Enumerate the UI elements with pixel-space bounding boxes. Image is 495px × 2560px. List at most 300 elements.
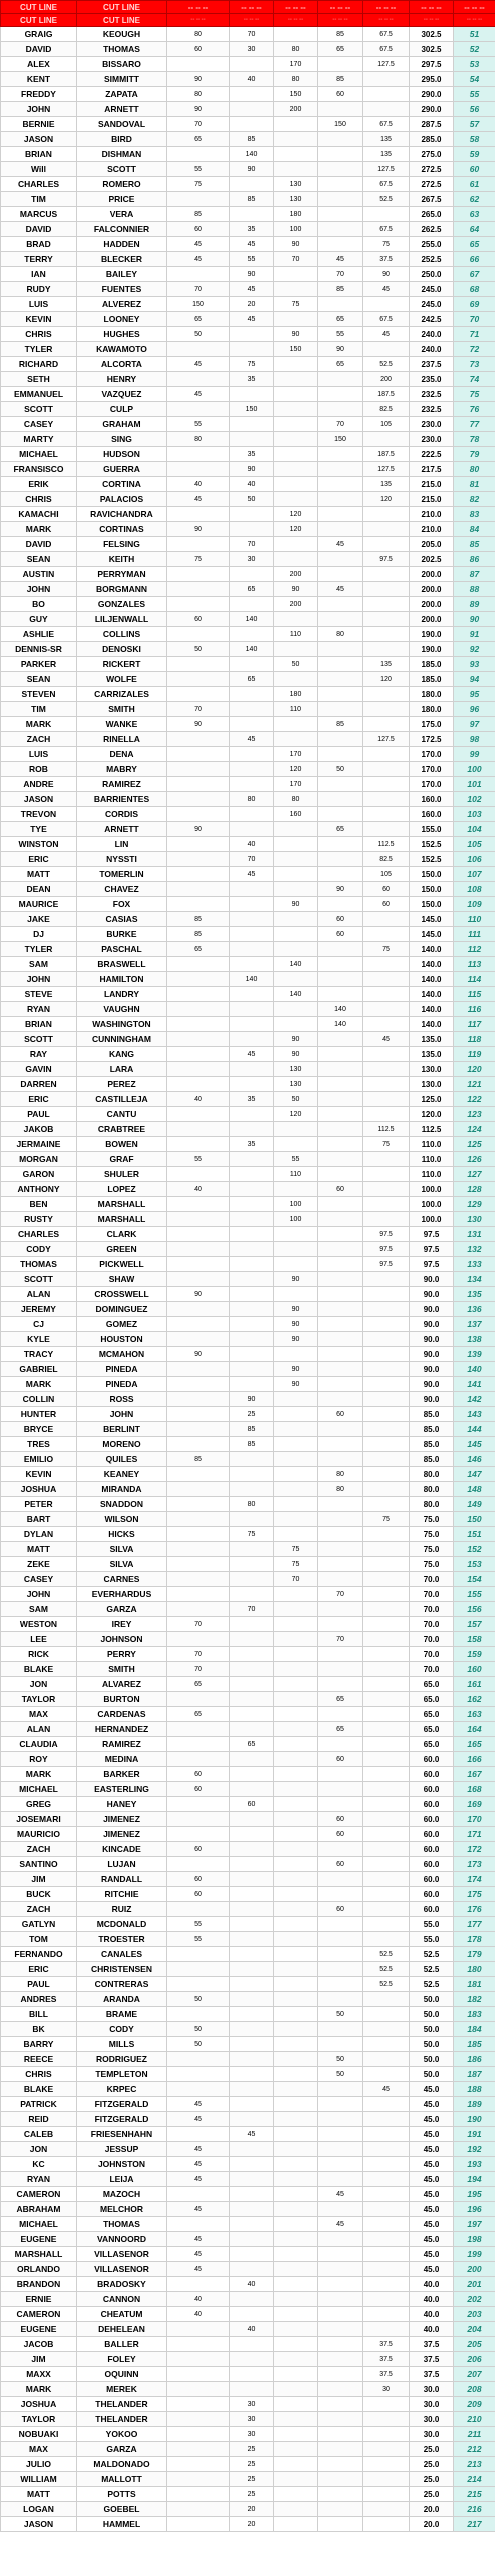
last-name-cell: VILLASENOR <box>77 2262 167 2277</box>
score-cell <box>230 2262 274 2277</box>
rank-cell: 59 <box>454 147 495 162</box>
score-cell <box>230 807 274 822</box>
score-cell <box>318 777 363 792</box>
first-name-cell: FERNANDO <box>1 1947 77 1962</box>
rank-cell: 146 <box>454 1452 495 1467</box>
score-cell <box>167 1122 230 1137</box>
score-cell <box>274 2397 318 2412</box>
score-cell <box>230 1077 274 1092</box>
score-cell <box>363 1632 410 1647</box>
score-cell: 25 <box>230 2472 274 2487</box>
total-points-cell: 20.0 <box>410 2517 454 2532</box>
rank-cell: 67 <box>454 267 495 282</box>
score-cell: 50 <box>274 657 318 672</box>
score-cell <box>318 687 363 702</box>
score-cell <box>318 2157 363 2172</box>
score-cell <box>318 2502 363 2517</box>
rank-cell: 193 <box>454 2157 495 2172</box>
total-points-cell: 262.5 <box>410 222 454 237</box>
first-name-cell: MAXX <box>1 2367 77 2382</box>
score-cell <box>230 897 274 912</box>
score-cell <box>363 957 410 972</box>
total-points-cell: 30.0 <box>410 2412 454 2427</box>
score-cell: 65 <box>167 132 230 147</box>
score-cell: 55 <box>318 327 363 342</box>
rank-cell: 83 <box>454 507 495 522</box>
score-cell <box>318 2382 363 2397</box>
last-name-cell: CARDENAS <box>77 1707 167 1722</box>
last-name-cell: TROESTER <box>77 1932 167 1947</box>
score-cell <box>167 882 230 897</box>
first-name-cell: BRANDON <box>1 2277 77 2292</box>
total-points-cell: 140.0 <box>410 987 454 1002</box>
score-cell <box>230 57 274 72</box>
score-cell: 110 <box>274 627 318 642</box>
score-cell: 50 <box>167 2022 230 2037</box>
score-cell <box>318 897 363 912</box>
rank-cell: 181 <box>454 1977 495 1992</box>
rank-cell: 185 <box>454 2037 495 2052</box>
score-cell: 70 <box>318 417 363 432</box>
first-name-cell: JEREMY <box>1 1302 77 1317</box>
total-points-cell: 200.0 <box>410 597 454 612</box>
first-name-cell: DEAN <box>1 882 77 897</box>
rank-cell: 94 <box>454 672 495 687</box>
score-cell <box>318 807 363 822</box>
score-cell <box>274 1587 318 1602</box>
score-cell <box>230 1677 274 1692</box>
score-cell <box>363 72 410 87</box>
score-cell <box>230 507 274 522</box>
rank-cell: 148 <box>454 1482 495 1497</box>
total-points-cell: 152.5 <box>410 852 454 867</box>
score-cell <box>230 1692 274 1707</box>
last-name-cell: KEANEY <box>77 1467 167 1482</box>
score-cell <box>274 732 318 747</box>
score-cell: 150 <box>274 342 318 357</box>
score-cell: 200 <box>274 597 318 612</box>
last-name-cell: NYSSTI <box>77 852 167 867</box>
score-cell: 60 <box>167 1767 230 1782</box>
first-name-cell: DENNIS-SR <box>1 642 77 657</box>
table-row <box>1 417 495 432</box>
score-cell <box>274 2442 318 2457</box>
first-name-cell: RAY <box>1 1047 77 1062</box>
total-points-cell: 90.0 <box>410 1392 454 1407</box>
rank-cell: 91 <box>454 627 495 642</box>
score-cell <box>363 1677 410 1692</box>
first-name-cell: MICHAEL <box>1 447 77 462</box>
last-name-cell: BALLER <box>77 2337 167 2352</box>
score-cell <box>167 2322 230 2337</box>
last-name-cell: FOX <box>77 897 167 912</box>
total-points-cell: 60.0 <box>410 1887 454 1902</box>
rank-cell: 121 <box>454 1077 495 1092</box>
score-cell <box>230 1467 274 1482</box>
first-name-cell: MICHAEL <box>1 1782 77 1797</box>
first-name-cell: CLAUDIA <box>1 1737 77 1752</box>
score-cell <box>167 1632 230 1647</box>
score-cell <box>274 1122 318 1137</box>
rank-cell: 55 <box>454 87 495 102</box>
total-points-cell: 190.0 <box>410 627 454 642</box>
score-cell: 45 <box>167 2202 230 2217</box>
first-name-cell: MATT <box>1 1542 77 1557</box>
first-name-cell: BK <box>1 2022 77 2037</box>
rank-cell: 63 <box>454 207 495 222</box>
total-points-cell: 140.0 <box>410 1017 454 1032</box>
first-name-cell: RYAN <box>1 1002 77 1017</box>
total-points-cell: 290.0 <box>410 102 454 117</box>
score-cell <box>230 1197 274 1212</box>
score-cell: 90 <box>274 1272 318 1287</box>
score-cell <box>274 2157 318 2172</box>
score-cell <box>274 432 318 447</box>
last-name-cell: PRICE <box>77 192 167 207</box>
first-name-cell: ZACH <box>1 1902 77 1917</box>
score-cell <box>363 1872 410 1887</box>
score-cell: 90 <box>274 1332 318 1347</box>
score-cell <box>230 1557 274 1572</box>
table-row <box>1 612 495 627</box>
score-cell <box>167 987 230 1002</box>
score-cell <box>167 462 230 477</box>
first-name-cell: TERRY <box>1 252 77 267</box>
last-name-cell: ZAPATA <box>77 87 167 102</box>
last-name-cell: WILSON <box>77 1512 167 1527</box>
score-cell <box>274 1752 318 1767</box>
score-cell <box>274 1647 318 1662</box>
table-row <box>1 2367 495 2382</box>
first-name-cell: JOHN <box>1 1587 77 1602</box>
score-cell <box>318 1362 363 1377</box>
score-cell <box>167 1557 230 1572</box>
table-row <box>1 132 495 147</box>
first-name-cell: JASON <box>1 2517 77 2532</box>
first-name-cell: STEVEN <box>1 687 77 702</box>
score-cell <box>274 282 318 297</box>
score-cell <box>274 2037 318 2052</box>
score-cell <box>230 2247 274 2262</box>
score-cell: 65 <box>230 1737 274 1752</box>
score-cell <box>363 1482 410 1497</box>
score-cell <box>167 1512 230 1527</box>
score-cell: 45 <box>167 2142 230 2157</box>
score-cell <box>274 1497 318 1512</box>
score-cell <box>318 2292 363 2307</box>
score-cell: 25 <box>230 1407 274 1422</box>
score-cell: 127.5 <box>363 57 410 72</box>
table-row <box>1 372 495 387</box>
score-cell: 130 <box>274 1062 318 1077</box>
score-cell <box>230 1032 274 1047</box>
score-cell <box>167 597 230 612</box>
score-cell: 90 <box>363 267 410 282</box>
score-cell: 40 <box>230 2322 274 2337</box>
total-points-cell: 60.0 <box>410 1857 454 1872</box>
score-cell: 35 <box>230 222 274 237</box>
table-row <box>1 2202 495 2217</box>
score-cell: 70 <box>167 1647 230 1662</box>
score-cell <box>230 912 274 927</box>
score-cell <box>167 1362 230 1377</box>
total-points-cell: 75.0 <box>410 1557 454 1572</box>
table-row <box>1 777 495 792</box>
score-cell <box>318 1032 363 1047</box>
rank-cell: 173 <box>454 1857 495 1872</box>
rank-cell: 97 <box>454 717 495 732</box>
table-row <box>1 1152 495 1167</box>
score-cell <box>167 1227 230 1242</box>
last-name-cell: LIN <box>77 837 167 852</box>
total-points-cell: 160.0 <box>410 807 454 822</box>
total-points-cell: 85.0 <box>410 1452 454 1467</box>
score-cell <box>363 1857 410 1872</box>
score-cell: 75 <box>363 942 410 957</box>
score-cell <box>230 657 274 672</box>
score-cell <box>230 2037 274 2052</box>
last-name-cell: MORENO <box>77 1437 167 1452</box>
table-row <box>1 852 495 867</box>
score-cell <box>274 1632 318 1647</box>
score-cell: 70 <box>167 1617 230 1632</box>
first-name-cell: ALAN <box>1 1722 77 1737</box>
score-cell <box>230 1842 274 1857</box>
score-cell <box>167 507 230 522</box>
last-name-cell: RUIZ <box>77 1902 167 1917</box>
score-cell <box>230 1227 274 1242</box>
table-row <box>1 2097 495 2112</box>
total-points-cell: 250.0 <box>410 267 454 282</box>
rank-cell: 112 <box>454 942 495 957</box>
last-name-cell: DEHELEAN <box>77 2322 167 2337</box>
first-name-cell: SETH <box>1 372 77 387</box>
score-cell <box>318 1242 363 1257</box>
score-cell: 45 <box>230 2127 274 2142</box>
total-points-cell: 210.0 <box>410 507 454 522</box>
table-row <box>1 1452 495 1467</box>
last-name-cell: QUILES <box>77 1452 167 1467</box>
score-cell: 67.5 <box>363 177 410 192</box>
score-cell <box>230 1107 274 1122</box>
score-cell <box>318 1677 363 1692</box>
rank-cell: 54 <box>454 72 495 87</box>
score-cell <box>363 1317 410 1332</box>
total-points-cell: 172.5 <box>410 732 454 747</box>
score-cell: 90 <box>318 342 363 357</box>
table-row <box>1 327 495 342</box>
score-cell <box>318 2082 363 2097</box>
score-cell: 45 <box>230 1047 274 1062</box>
score-cell: 65 <box>230 672 274 687</box>
score-cell: 90 <box>274 1047 318 1062</box>
total-points-cell: 45.0 <box>410 2187 454 2202</box>
score-cell <box>318 177 363 192</box>
score-cell: 120 <box>274 1107 318 1122</box>
score-cell <box>230 702 274 717</box>
first-name-cell: EUGENE <box>1 2232 77 2247</box>
first-name-cell: NOBUAKI <box>1 2427 77 2442</box>
last-name-cell: PINEDA <box>77 1377 167 1392</box>
table-row <box>1 102 495 117</box>
score-cell <box>230 2142 274 2157</box>
score-cell: 80 <box>318 1482 363 1497</box>
score-cell <box>318 2277 363 2292</box>
score-cell <box>274 1002 318 1017</box>
score-cell: 45 <box>318 2217 363 2232</box>
score-cell <box>318 1122 363 1137</box>
score-cell: 30 <box>230 2427 274 2442</box>
rank-cell: 84 <box>454 522 495 537</box>
score-cell: 40 <box>230 2277 274 2292</box>
score-cell <box>318 1917 363 1932</box>
table-row <box>1 2052 495 2067</box>
score-cell: 140 <box>274 987 318 1002</box>
last-name-cell: KEOUGH <box>77 27 167 42</box>
last-name-cell: VAUGHN <box>77 1002 167 1017</box>
score-cell <box>363 1782 410 1797</box>
score-cell <box>318 792 363 807</box>
score-cell <box>167 852 230 867</box>
score-cell <box>274 942 318 957</box>
score-cell: 82.5 <box>363 852 410 867</box>
table-row <box>1 2307 495 2322</box>
table-row <box>1 2037 495 2052</box>
rank-cell: 159 <box>454 1647 495 1662</box>
score-cell <box>318 1077 363 1092</box>
score-cell <box>318 222 363 237</box>
rank-cell: 212 <box>454 2442 495 2457</box>
total-points-cell: 80.0 <box>410 1482 454 1497</box>
total-points-cell: 30.0 <box>410 2382 454 2397</box>
first-name-cell: JASON <box>1 792 77 807</box>
score-cell <box>363 297 410 312</box>
total-points-cell: 25.0 <box>410 2457 454 2472</box>
header-cell: -- -- -- <box>318 14 363 27</box>
score-cell <box>318 2127 363 2142</box>
score-cell: 120 <box>274 762 318 777</box>
table-row <box>1 1227 495 1242</box>
first-name-cell: RYAN <box>1 2172 77 2187</box>
score-cell <box>363 1467 410 1482</box>
rank-cell: 106 <box>454 852 495 867</box>
rank-cell: 129 <box>454 1197 495 1212</box>
score-cell: 180 <box>274 687 318 702</box>
total-points-cell: 45.0 <box>410 2112 454 2127</box>
first-name-cell: LOGAN <box>1 2502 77 2517</box>
last-name-cell: KEITH <box>77 552 167 567</box>
score-cell: 75 <box>230 357 274 372</box>
score-cell <box>363 717 410 732</box>
score-cell <box>167 2187 230 2202</box>
rank-cell: 157 <box>454 1617 495 1632</box>
last-name-cell: WASHINGTON <box>77 1017 167 1032</box>
table-row <box>1 1527 495 1542</box>
table-row <box>1 957 495 972</box>
last-name-cell: POTTS <box>77 2487 167 2502</box>
table-row <box>1 972 495 987</box>
score-cell: 90 <box>167 1287 230 1302</box>
score-cell <box>363 1797 410 1812</box>
header-cell: -- -- -- <box>274 1 318 14</box>
rank-cell: 65 <box>454 237 495 252</box>
table-row <box>1 672 495 687</box>
rank-cell: 144 <box>454 1422 495 1437</box>
first-name-cell: TAYLOR <box>1 1692 77 1707</box>
score-cell <box>274 477 318 492</box>
score-cell: 90 <box>274 327 318 342</box>
score-cell <box>167 2397 230 2412</box>
last-name-cell: MCDONALD <box>77 1917 167 1932</box>
total-points-cell: 45.0 <box>410 2202 454 2217</box>
score-cell <box>318 2172 363 2187</box>
score-cell: 40 <box>167 2292 230 2307</box>
last-name-cell: LUJAN <box>77 1857 167 1872</box>
first-name-cell: KEVIN <box>1 1467 77 1482</box>
score-cell <box>167 2352 230 2367</box>
score-cell: 150 <box>274 87 318 102</box>
rank-cell: 201 <box>454 2277 495 2292</box>
total-points-cell: 200.0 <box>410 612 454 627</box>
total-points-cell: 145.0 <box>410 912 454 927</box>
last-name-cell: ALVEREZ <box>77 297 167 312</box>
score-cell: 70 <box>167 702 230 717</box>
rank-cell: 207 <box>454 2367 495 2382</box>
score-cell: 90 <box>274 1377 318 1392</box>
table-row <box>1 1017 495 1032</box>
score-cell <box>230 1167 274 1182</box>
score-cell <box>274 1947 318 1962</box>
score-cell <box>274 1017 318 1032</box>
score-cell <box>318 1212 363 1227</box>
table-row <box>1 477 495 492</box>
score-cell: 40 <box>230 72 274 87</box>
total-points-cell: 190.0 <box>410 642 454 657</box>
score-cell <box>363 1452 410 1467</box>
score-cell: 60 <box>318 1812 363 1827</box>
first-name-cell: RICHARD <box>1 357 77 372</box>
score-cell <box>230 1662 274 1677</box>
score-cell: 35 <box>230 1137 274 1152</box>
last-name-cell: DENOSKI <box>77 642 167 657</box>
first-name-cell: HUNTER <box>1 1407 77 1422</box>
score-cell <box>318 2517 363 2532</box>
score-cell <box>230 942 274 957</box>
last-name-cell: FRIESENHAHN <box>77 2127 167 2142</box>
last-name-cell: BOWEN <box>77 1137 167 1152</box>
last-name-cell: FALCONNIER <box>77 222 167 237</box>
total-points-cell: 50.0 <box>410 2022 454 2037</box>
last-name-cell: HOUSTON <box>77 1332 167 1347</box>
score-cell <box>363 1887 410 1902</box>
score-cell <box>230 987 274 1002</box>
rank-cell: 85 <box>454 537 495 552</box>
score-cell: 60 <box>318 87 363 102</box>
score-cell <box>167 1407 230 1422</box>
total-points-cell: 215.0 <box>410 477 454 492</box>
rank-cell: 216 <box>454 2502 495 2517</box>
score-cell <box>274 2457 318 2472</box>
score-cell <box>167 1107 230 1122</box>
score-cell <box>318 1092 363 1107</box>
last-name-cell: HUDSON <box>77 447 167 462</box>
table-row <box>1 1497 495 1512</box>
score-cell <box>363 1842 410 1857</box>
table-row <box>1 1947 495 1962</box>
table-row <box>1 1107 495 1122</box>
score-cell <box>363 1002 410 1017</box>
score-cell <box>230 777 274 792</box>
